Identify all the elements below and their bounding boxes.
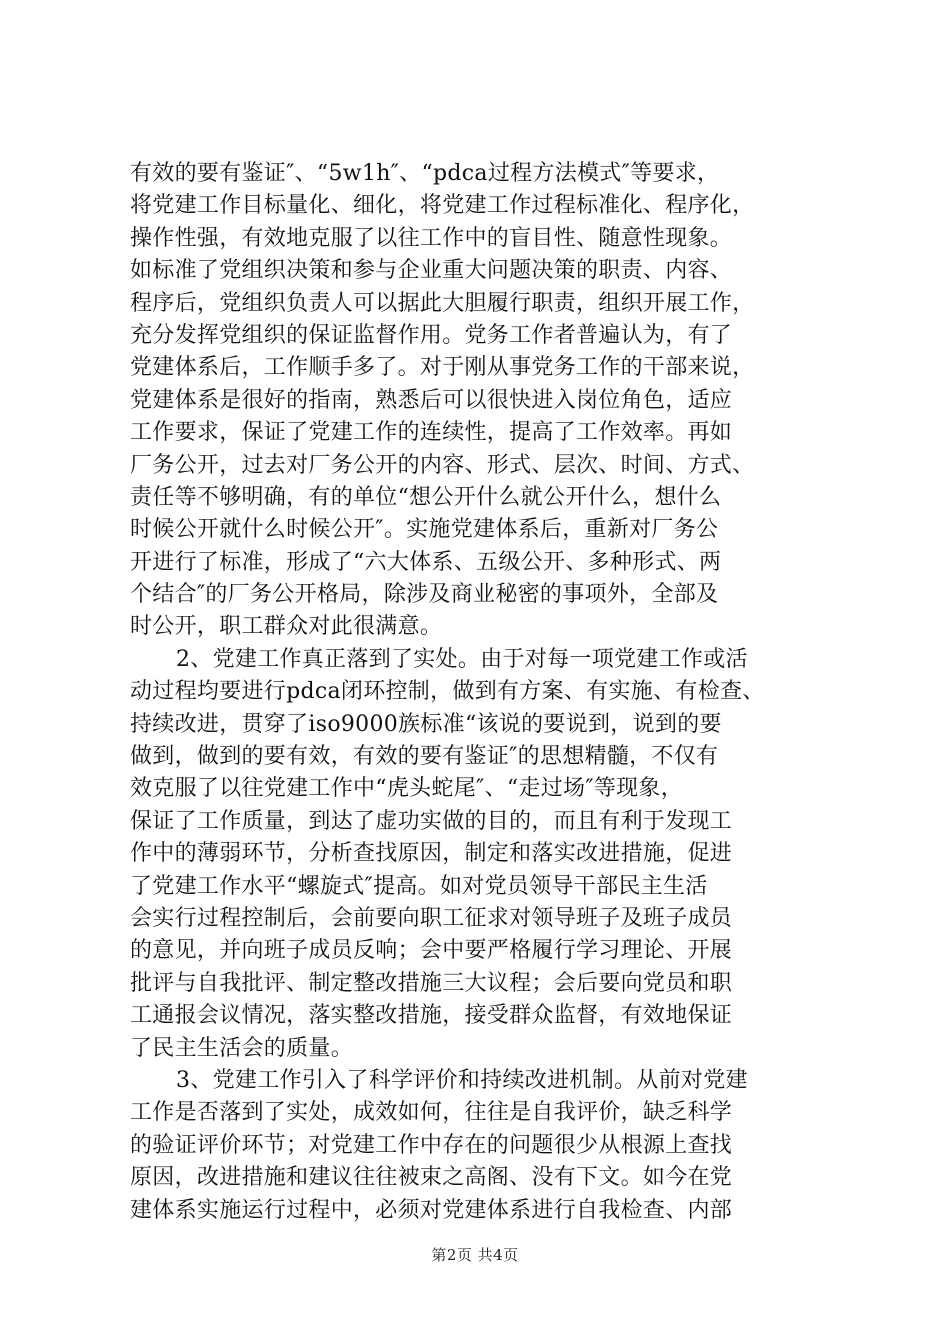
text-line: 了民主生活会的质量。 — [130, 1035, 354, 1061]
text-line: 工作要求，保证了党建工作的连续性，提高了工作效率。再如 — [130, 420, 733, 446]
text-line: 开进行了标准，形成了“六大体系、五级公开、多种形式、两 — [130, 549, 722, 575]
text-line: 党建体系后，工作顺手多了。对于刚从事党务工作的干部来说， — [130, 355, 755, 381]
text-line: 如标准了党组织决策和参与企业重大问题决策的职责、内容、 — [130, 258, 733, 284]
text-line: 的意见，并向班子成员反响；会中要严格履行学习理论、开展 — [130, 938, 733, 964]
text-line: 了党建工作水平“螺旋式″提高。如对党员领导干部民主生活 — [130, 873, 708, 899]
text-line: 时候公开就什么时候公开″。实施党建体系后，重新对厂务公 — [130, 517, 719, 543]
page-number-footer: 第2页 共4页 — [431, 1246, 519, 1264]
text-line: 将党建工作目标量化、细化，将党建工作过程标准化、程序化， — [130, 193, 755, 219]
text-line: 工通报会议情况，落实整改措施，接受群众监督，有效地保证 — [130, 1003, 733, 1029]
text-line: 有效的要有鉴证″、“5w1h″、“pdca过程方法模式″等要求， — [130, 161, 720, 186]
text-line: 作中的薄弱环节，分析查找原因，制定和落实改进措施，促进 — [130, 841, 733, 867]
text-line: 持续改进，贯穿了iso9000族标准“该说的要说到，说到的要 — [130, 711, 722, 737]
text-line: 的验证评价环节；对党建工作中存在的问题很少从根源上查找 — [130, 1132, 733, 1158]
text-line: 党建体系是很好的指南，熟悉后可以很快进入岗位角色，适应 — [130, 387, 733, 413]
text-line: 做到，做到的要有效，有效的要有鉴证″的思想精髓，不仅有 — [130, 744, 719, 770]
text-line: 充分发挥党组织的保证监督作用。党务工作者普遍认为，有了 — [130, 322, 733, 348]
text-line: 效克服了以往党建工作中“虎头蛇尾″、“走过场″等现象， — [130, 776, 684, 802]
text-line: 建体系实施运行过程中，必须对党建体系进行自我检查、内部 — [130, 1197, 733, 1223]
text-line: 原因，改进措施和建议往往被束之高阁、没有下文。如今在党 — [130, 1165, 733, 1191]
text-line: 个结合″的厂务公开格局，除涉及商业秘密的事项外，全部及 — [130, 582, 719, 608]
text-line: 时公开，职工群众对此很满意。 — [130, 614, 443, 640]
text-line: 责任等不够明确，有的单位“想公开什么就公开什么，想什么 — [130, 484, 722, 510]
text-line: 程序后，党组织负责人可以据此大胆履行职责，组织开展工作， — [130, 290, 755, 316]
text-line: 保证了工作质量，到达了虚功实做的目的，而且有利于发现工 — [130, 808, 733, 834]
text-line: 厂务公开，过去对厂务公开的内容、形式、层次、时间、方式、 — [130, 452, 755, 478]
text-line: 批评与自我批评、制定整改措施三大议程；会后要向党员和职 — [130, 970, 733, 996]
text-line: 动过程均要进行pdca闭环控制，做到有方案、有实施、有检查、 — [130, 679, 765, 705]
text-line: 会实行过程控制后，会前要向职工征求对领导班子及班子成员 — [130, 905, 733, 931]
text-line: 操作性强，有效地克服了以往工作中的盲目性、随意性现象。 — [130, 225, 733, 251]
paragraph-3-first-line: 3、党建工作引入了科学评价和持续改进机制。从前对党建 — [176, 1067, 748, 1093]
text-line: 工作是否落到了实处，成效如何，往往是自我评价，缺乏科学 — [130, 1100, 733, 1126]
paragraph-2-first-line: 2、党建工作真正落到了实处。由于对每一项党建工作或活 — [176, 646, 748, 672]
body-text — [130, 158, 830, 1227]
